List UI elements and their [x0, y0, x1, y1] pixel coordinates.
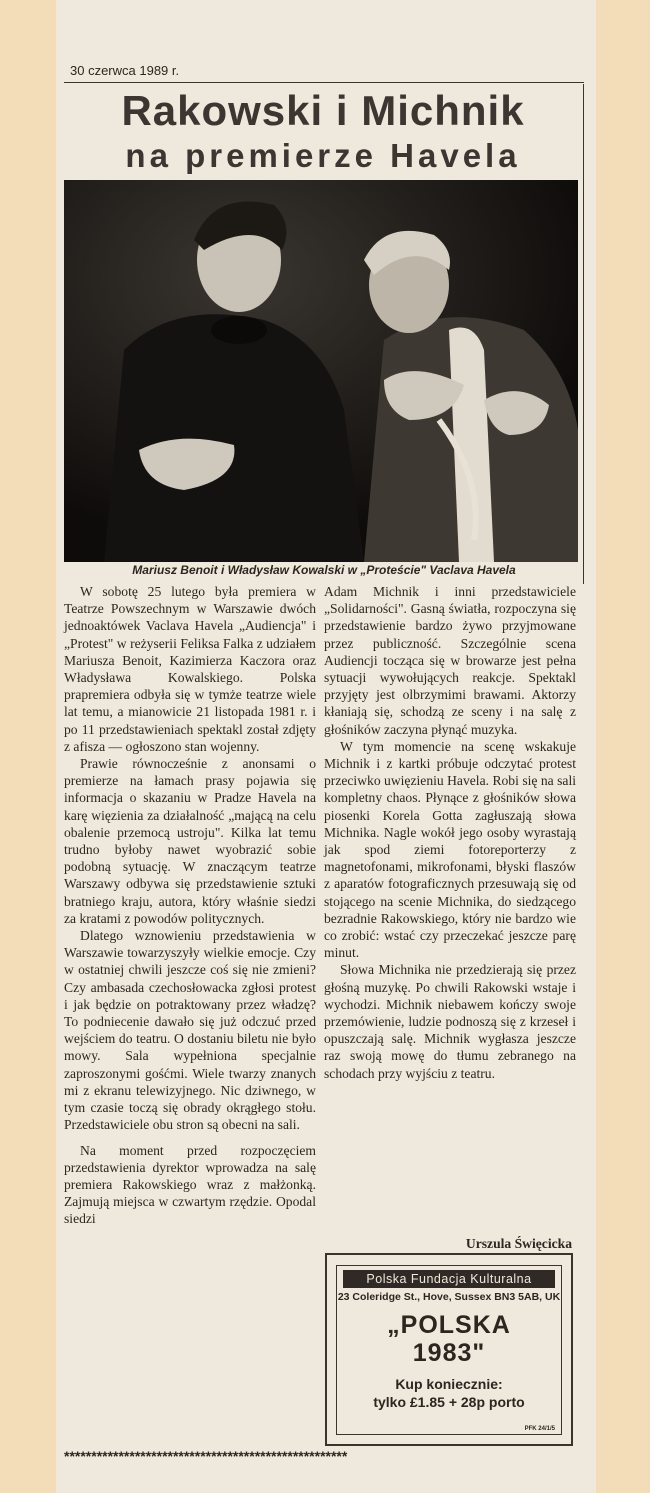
- ad-buy-line1: Kup koniecznie:: [395, 1376, 503, 1392]
- press-photo: [64, 180, 578, 562]
- article-column-right: [324, 583, 576, 1082]
- right-rule: [583, 84, 584, 584]
- advertisement-box: [325, 1253, 573, 1446]
- advertisement-inner: [336, 1265, 562, 1435]
- photo-caption: Mariusz Benoit i Władysław Kowalski w „Proteście" Vaclava Havela: [132, 563, 516, 577]
- headline-sub: na premierze Havela: [125, 137, 521, 174]
- top-rule: [64, 82, 584, 83]
- ad-title-line1: „POLSKA: [387, 1311, 511, 1339]
- paragraph: Prawie równocześnie z anonsami o premierze na łamach prasy pojawia się informacja o skazaniu w Pradze Havela na karę więzienia za działalność „mającą na celu obalenie przemocą ustroju". Kilka lat temu trudno byłoby nawet wyobrazić sobie podobną sytuację. W znaczącym teatrze Warszawy odbywa się przedstawienie sztuki bratniego kraju, autora, który właśnie siedzi za kratami z powodów politycznych.: [64, 756, 316, 926]
- ad-title-line2: 1983": [412, 1339, 486, 1367]
- paragraph: Adam Michnik i inni przedstawiciele „Solidarności". Gasną światła, rozpoczyna się przedstawienie bardzo żywo przyjmowane przez publiczność. Szczególnie scena Audiencji tocząca się w browarze jest pełna sytuacji wywołujących reakcje. Spektakl przyjęty jest olbrzymimi brawami. Aktorzy kłaniają się, schodzą ze sceny i na salę z głośników zaczyna płynąć muzyka.: [324, 584, 576, 737]
- paragraph: W tym momencie na scenę wskakuje Michnik i z kartki próbuje odczytać protest przeciwko uwięzieniu Havela. Robi się na sali kompletny chaos. Płynące z głośników słowa piosenki Korela Gotta zagłuszają słowa Michnika. Nagle wokół jego osoby wyrastają jak spod ziemi fotoreporterzy z magnetofonami, mikrofonami, błyski flaszów z aparatów fotograficznych przesuwają się od stojącego na scenie Michnika, do siedzącego bezradnie Rakowskiego, który nie bardzo wie co zrobić: wstać czy przeczekać jeszcze parę minut.: [324, 738, 576, 961]
- ad-organization: Polska Fundacja Kulturalna: [343, 1270, 555, 1288]
- ad-address: 23 Coleridge St., Hove, Sussex BN3 5AB, UK: [337, 1291, 561, 1303]
- paragraph: W sobotę 25 lutego była premiera w Teatrze Powszechnym w Warszawie dwóch jednoaktówek Vaclava Havela „Audiencja" i „Protest" w reżyserii Feliksa Falka z udziałem Mariusza Benoit, Kazimierza Kaczora oraz Władysława Kowalskiego. Polska prapremiera odbyła się w tymże teatrze wiele lat temu, a mianowicie 21 listopada 1981 r. i po 11 przedstawieniach spektakl został zdjęty z afisza — ogłoszono stan wojenny.: [64, 584, 316, 754]
- headline-main: Rakowski i Michnik: [121, 87, 525, 134]
- author-signature: Urszula Święcicka: [465, 1236, 572, 1251]
- paragraph: Słowa Michnika nie przedzierają się przez głośną muzykę. Po chwili Rakowski wstaje i wychodzi. Michnik niebawem kończy swoje przemówienie, ludzie podnoszą się z krzeseł i opuszczają salę. Michnik wygłasza jeszcze raz swoją mowę do tłumu zebranego na schodach przy wyjściu z teatru.: [324, 962, 576, 1081]
- article-column-left: [64, 583, 316, 1228]
- star-divider: ****************************************************: [64, 1448, 348, 1464]
- photo-illustration: [64, 180, 578, 562]
- paragraph: Dlatego wznowieniu przedstawienia w Warszawie towarzyszyły wielkie emocje. Czy w ostatniej chwili jeszcze coś się nie zmieni? Czy ambasada czechosłowacka zgłosi protest i jak będzie on potraktowany przez władzę? To podniecenie dawało się już odczuć przed wejściem do teatru. O dostaniu biletu nie było mowy. Sala wypełniona specjalnie zaproszonymi gośćmi. Wiele twarzy znanych mi z ekranu telewizyjnego. Nic dziwnego, w tym czasie toczą się obrady okrągłego stołu. Przedstawiciele obu stron są obecni na sali.: [64, 928, 316, 1133]
- paragraph: Na moment przed rozpoczęciem przedstawienia dyrektor wprowadza na salę premiera Rakowskiego wraz z małżonką. Zajmują miejsca w czwartym rzędzie. Opodal siedzi: [64, 1142, 316, 1227]
- issue-date: 30 czerwca 1989 r.: [70, 63, 180, 78]
- ad-buy-line2: tylko £1.85 + 28p porto: [373, 1394, 525, 1410]
- ad-code: PFK 24/1/5: [524, 1426, 555, 1432]
